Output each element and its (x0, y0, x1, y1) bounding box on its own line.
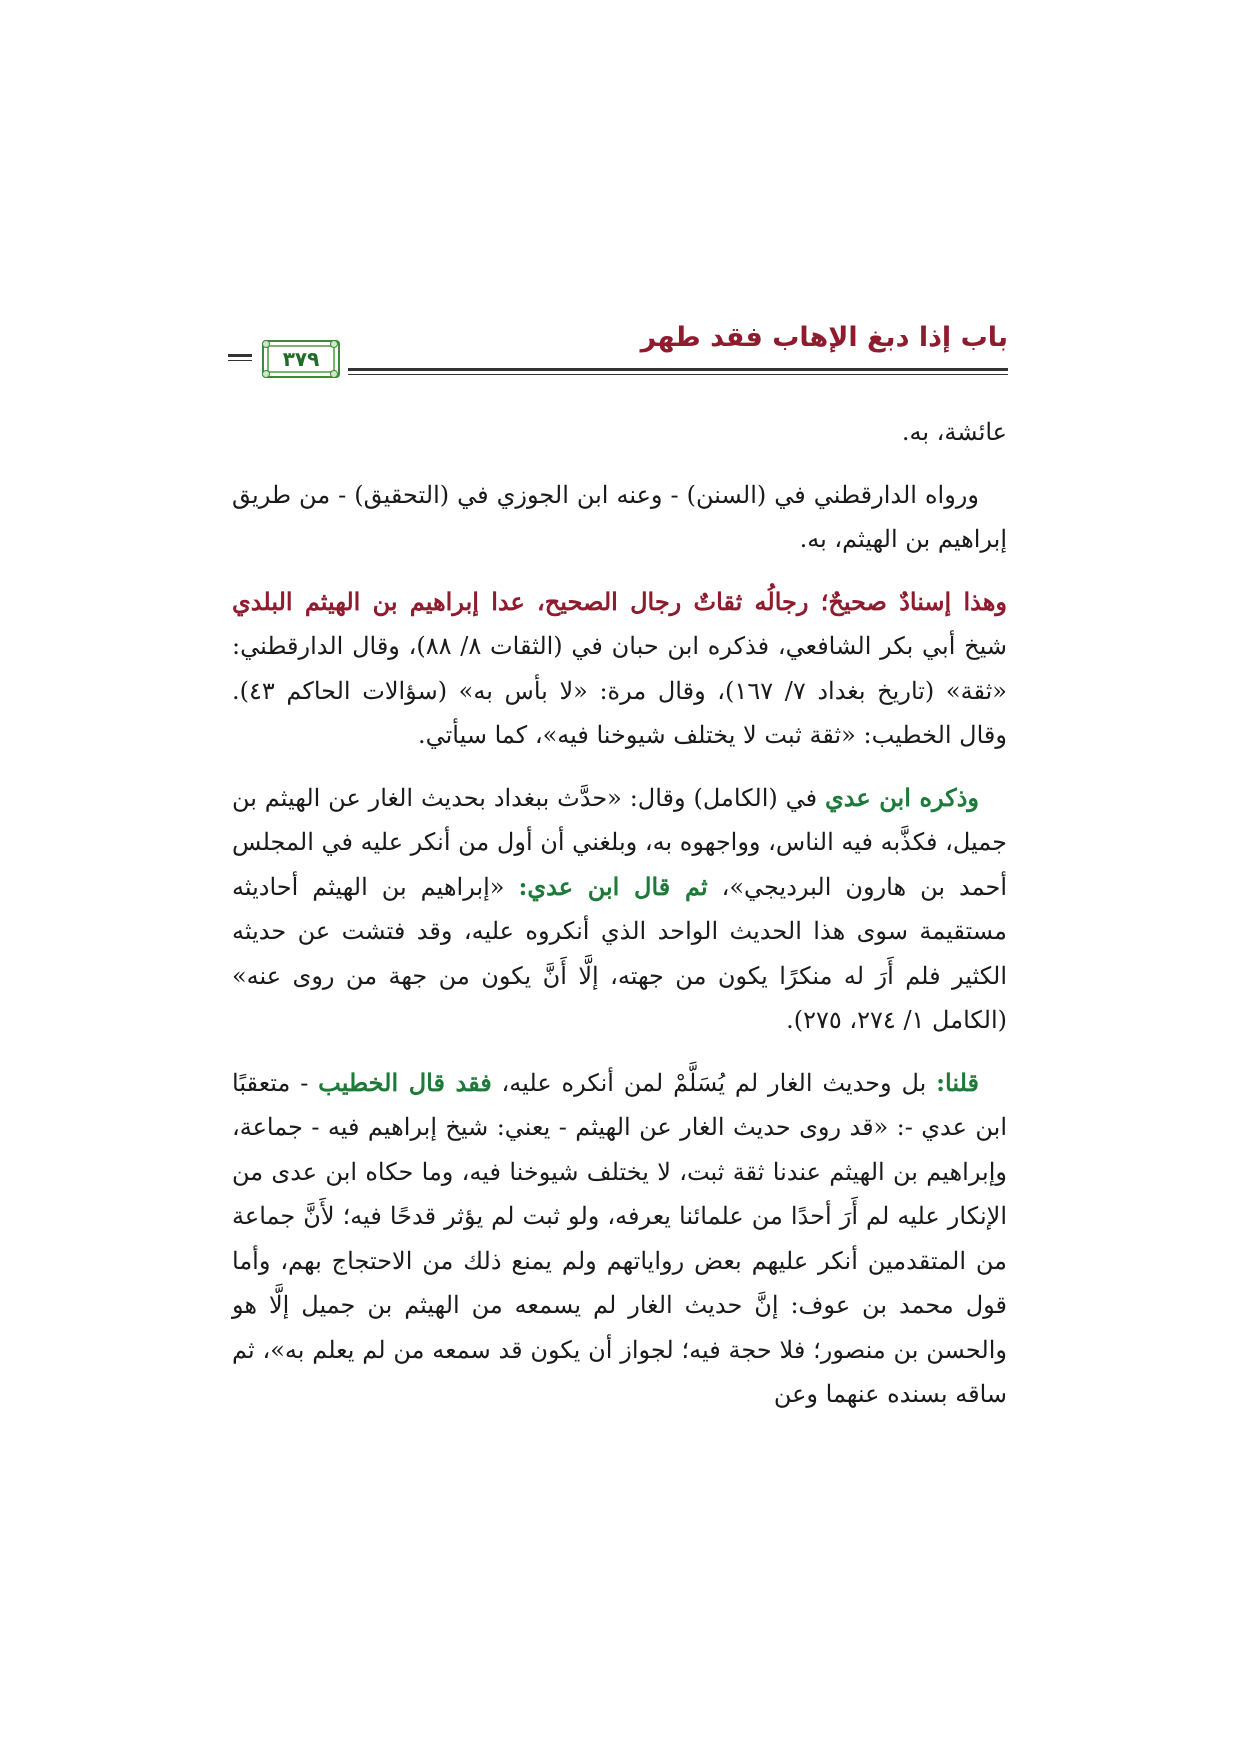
page-number-badge (262, 340, 340, 378)
page-header (228, 322, 1008, 382)
isnad-verdict: وهذا إسنادٌ صحيحٌ؛ رجالُه ثقاتٌ رجال الصحيح، عدا إبراهيم بن الهيثم البلدي (232, 586, 1007, 616)
chapter-title: باب إذا دبغ الإهاب فقد طهر (640, 322, 1008, 353)
badge-ornament-icon (262, 340, 270, 348)
paragraph-2-text: ورواه الدارقطني في (السنن) - وعنه ابن الجوزي في (التحقيق) - من طريق إبراهيم بن الهيثم، به. (232, 480, 1007, 553)
badge-ornament-icon (330, 340, 338, 348)
paragraph-4-text-1: في (الكامل) وقال: «حدَّث ببغداد بحديث الغار عن الهيثم بن جميل، فكذَّبه فيه الناس، وواجهوه به، وبلغني أن أول من أنكر عليه في المجلس أحمد بن هارون البرديجي»، (232, 783, 1007, 901)
paragraph-1 (232, 410, 1007, 455)
badge-ornament-icon (262, 370, 270, 378)
ibn-adi-mention: وذكره ابن عدي (824, 782, 979, 812)
header-rule-left (228, 354, 252, 357)
header-rule-right-thin (348, 374, 1008, 375)
paragraph-5 (232, 1061, 1007, 1417)
badge-ornament-icon (330, 370, 338, 378)
page-body (232, 410, 1007, 1435)
paragraph-3-text: شيخ أبي بكر الشافعي، فذكره ابن حبان في (الثقات ٨/ ٨٨)، وقال الدارقطني: «ثقة» (تاريخ بغداد ٧/ ١٦٧)، وقال مرة: «لا بأس به» (سؤالات الحاكم ٤٣). وقال الخطيب: «ثقة ثبت لا يختلف شيوخنا فيه»، كما سيأتي. (232, 632, 1007, 749)
khatib-said: فقد قال الخطيب (318, 1067, 492, 1097)
paragraph-4-text-2: «إبراهيم بن الهيثم أحاديثه مستقيمة سوى هذا الحديث الواحد الذي أنكروه عليه، وقد فتشت عن حديثه الكثير فلم أَرَ له منكرًا يكون من جهته، إلَّا أَنَّ يكون من جهة من روى عنه» (الكامل ١/ ٢٧٤، ٢٧٥). (232, 872, 1007, 1034)
paragraph-1-text: عائشة، به. (901, 418, 1007, 446)
paragraph-3 (232, 580, 1007, 758)
qulna-label: قلنا: (936, 1067, 979, 1097)
paragraph-5-text-1: بل وحديث الغار لم يُسَلَّمْ لمن أنكره عليه، (491, 1068, 937, 1097)
paragraph-5-text-2: - متعقبًا ابن عدي -: «قد روى حديث الغار عن الهيثم - يعني: شيخ إبراهيم فيه - جماعة، وإبراهيم بن الهيثم عندنا ثقة ثبت، لا يختلف شيوخنا فيه، وما حكاه ابن عدى من الإنكار عليه لم أَرَ أحدًا من علمائنا يعرفه، ولو ثبت لم يؤثر قدحًا فيه؛ لأَنَّ جماعة من المتقدمين أنكر عليهم بعض رواياتهم ولم يمنع ذلك من الاحتجاج بهم، وأما قول محمد بن عوف: إنَّ حديث الغار لم يسمعه من الهيثم بن جميل إلَّا هو والحسن بن منصور؛ فلا حجة فيه؛ لجواز أن يكون قد سمعه من لم يعلم به»، ثم ساقه بسنده عنهما وعن (232, 1068, 1007, 1408)
paragraph-2 (232, 473, 1007, 562)
header-rule-right (348, 368, 1008, 371)
page-number: ٣٧٩ (282, 347, 320, 371)
paragraph-4 (232, 776, 1007, 1043)
header-rule-left-thin (228, 360, 252, 361)
ibn-adi-said: ثم قال ابن عدي: (518, 871, 708, 901)
